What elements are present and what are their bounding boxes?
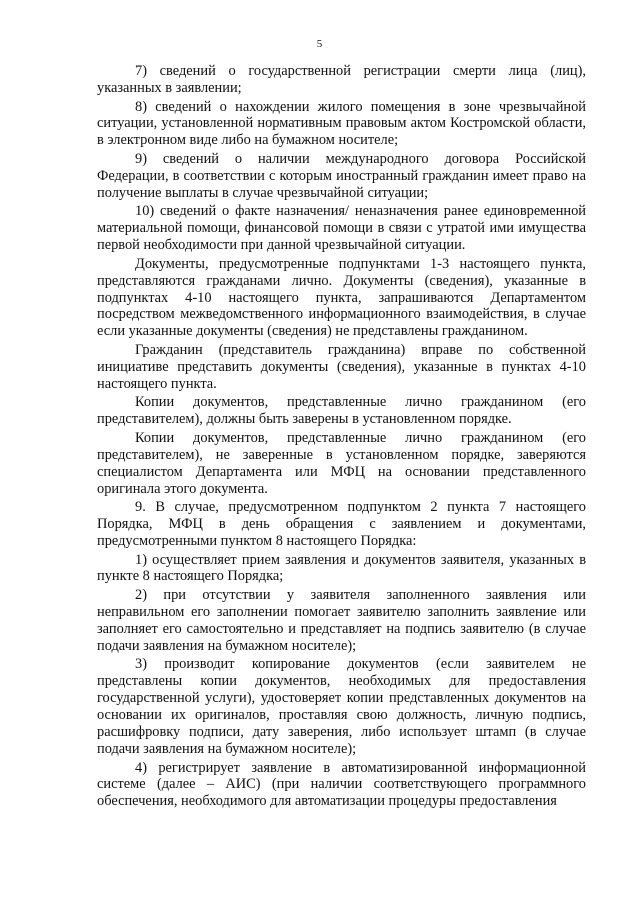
paragraph-clause-9: 9. В случае, предусмотренном подпунктом 2 пункта 7 настоящего Порядка, МФЦ в день обращения с заявлением и документами, предусмотренными пунктом 8 настоящего Порядка: bbox=[97, 499, 586, 549]
paragraph-subitem-10: 10) сведений о факте назначения/ неназначения ранее единовременной материальной помощи, финансовой помощи в связи с утратой ими имущества первой необходимости при данной чрезвычайной ситуации. bbox=[97, 203, 586, 254]
paragraph-mfc-step-3: 3) производит копирование документов (если заявителем не представлены копии документов, необходимых для предоставления государственной услуги), удостоверяет копии представленных документов на основании их оригиналов, проставляя свою должность, личную подпись, расшифровку подписи, дату заверения, либо использует штамп (в случае подачи заявления на бумажном носителе); bbox=[97, 656, 586, 757]
paragraph-subitem-9: 9) сведений о наличии международного договора Российской Федерации, в соответствии с которым иностранный гражданин имеет право на получение выплаты в случае чрезвычайной ситуации; bbox=[97, 150, 586, 201]
paragraph-mfc-step-2: 2) при отсутствии у заявителя заполненного заявления или неправильном его заполнении помогает заявителю заполнить заявление или заполняет его самостоятельно и представляет на подпись заявителю (в случае подачи заявления на бумажном носителе); bbox=[97, 587, 586, 654]
paragraph-copies-not-certified: Копии документов, представленные лично гражданином (его представителем), не заверенные в установленном порядке, заверяются специалистом Департамента или МФЦ на основании представленного оригинала этого документа. bbox=[97, 429, 586, 497]
page-number: 5 bbox=[316, 38, 323, 50]
paragraph-documents-submission: Документы, предусмотренные подпунктами 1-3 настоящего пункта, представляются гражданами лично. Документы (сведения), указанные в подпунктах 4-10 настоящего пункта, запрашиваются Департаментом посредством межведомственного информационного взаимодействия, в случае если указанные документы (сведения) не представлены гражданином. bbox=[97, 255, 586, 340]
paragraph-mfc-step-1: 1) осуществляет прием заявления и документов заявителя, указанных в пункте 8 настоящего Порядка; bbox=[97, 551, 586, 585]
paragraph-mfc-step-4: 4) регистрирует заявление в автоматизированной информационной системе (далее – АИС) (при наличии соответствующего программного обеспечения, необходимого для автоматизации процедуры предоставления bbox=[97, 759, 586, 810]
paragraph-copies-certified: Копии документов, представленные лично гражданином (его представителем), должны быть заверены в установленном порядке. bbox=[97, 394, 586, 428]
paragraph-subitem-7: 7) сведений о государственной регистрации смерти лица (лиц), указанных в заявлении; bbox=[97, 63, 586, 96]
paragraph-subitem-8: 8) сведений о нахождении жилого помещения в зоне чрезвычайной ситуации, установленной нормативным правовым актом Костромской области, в электронном виде либо на бумажном носителе; bbox=[97, 98, 586, 149]
document-body bbox=[97, 63, 586, 812]
paragraph-own-initiative: Гражданин (представитель гражданина) вправе по собственной инициативе представить документы (сведения), указанные в пунктах 4-10 настоящего пункта. bbox=[97, 341, 586, 392]
